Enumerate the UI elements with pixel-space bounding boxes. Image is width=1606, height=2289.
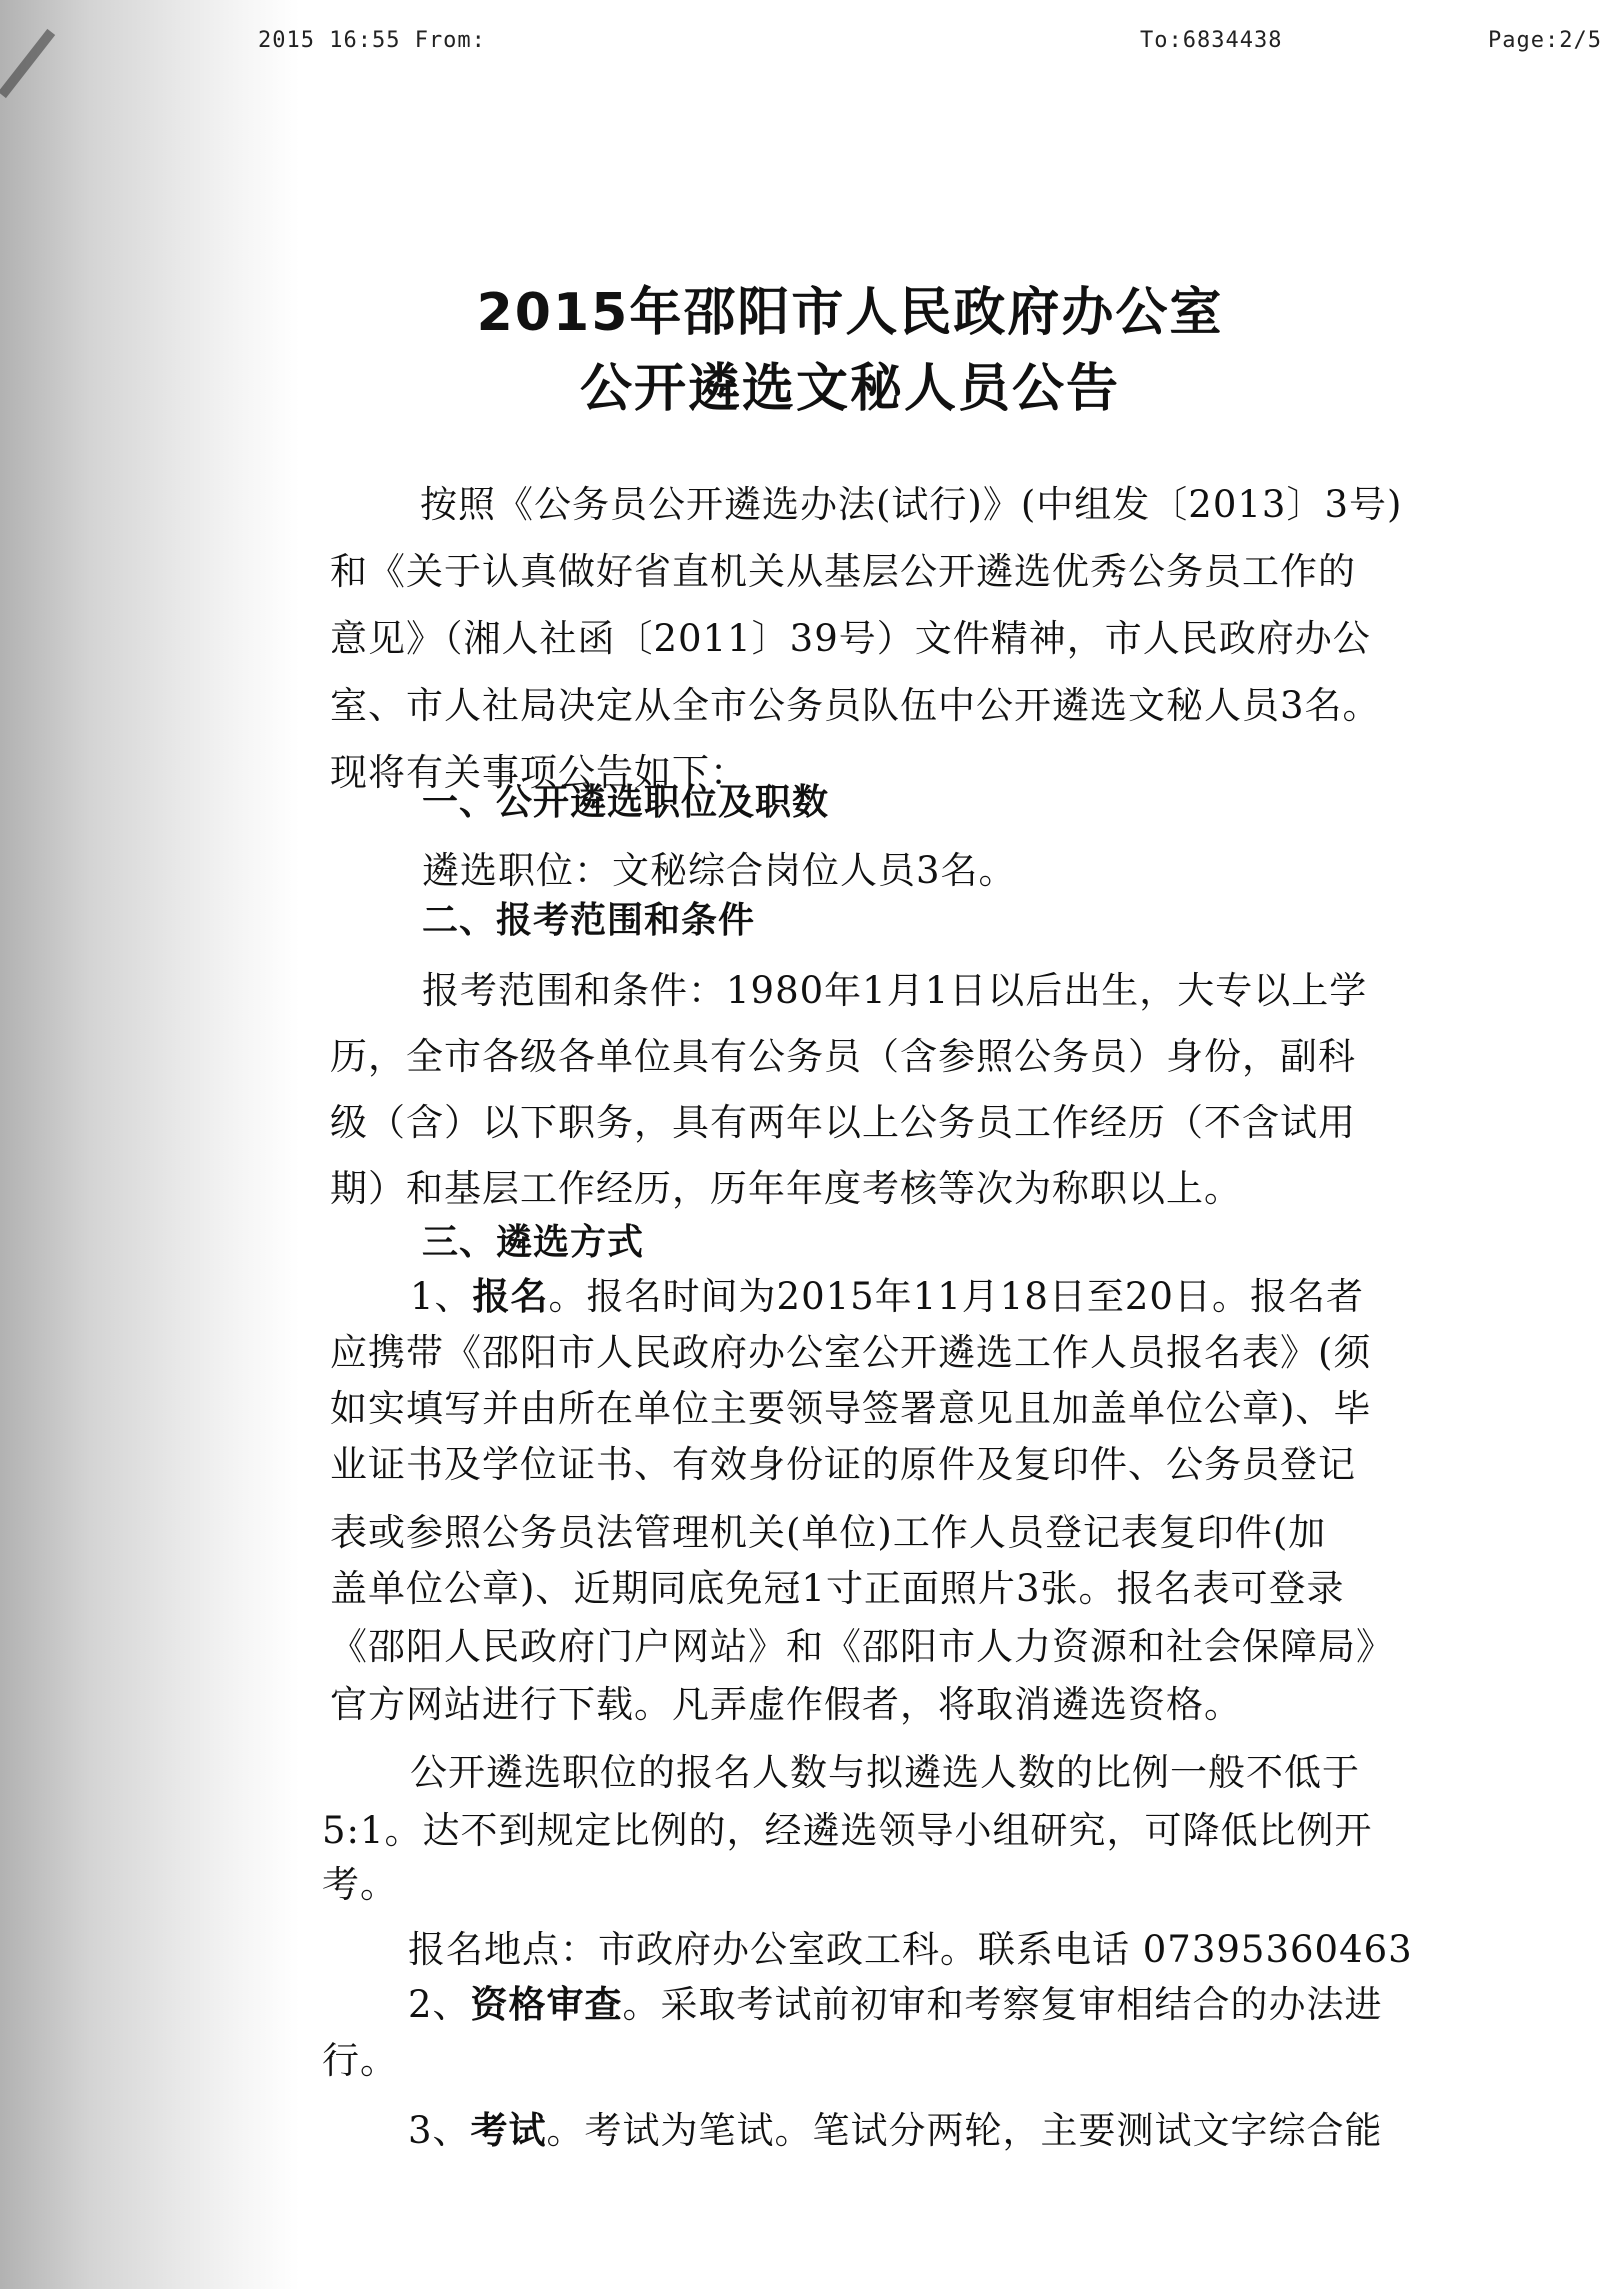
- scan-shadow: [0, 0, 300, 2289]
- section-heading-1: 一、公开遴选职位及职数: [422, 782, 830, 823]
- paragraph-line: 期）和基层工作经历，历年年度考核等次为称职以上。: [330, 1167, 1242, 1210]
- item-keyword: 报名: [472, 1275, 549, 1318]
- item-text: 。报名时间为2015年11月18日至20日。报名者: [548, 1275, 1364, 1318]
- item-keyword: 考试: [470, 2109, 547, 2152]
- paragraph-line: 表或参照公务员法管理机关(单位)工作人员登记表复印件(加: [330, 1511, 1327, 1554]
- item-text: 。考试为笔试。笔试分两轮，主要测试文字综合能: [546, 2109, 1383, 2152]
- paragraph-line: 如实填写并由所在单位主要领导签署意见且加盖单位公章)、毕: [330, 1387, 1372, 1430]
- paragraph-line: 报考范围和条件：1980年1月1日以后出生，大专以上学: [422, 969, 1368, 1012]
- paragraph-line: 业证书及学位证书、有效身份证的原件及复印件、公务员登记: [330, 1443, 1356, 1486]
- item-number: 1、: [410, 1275, 473, 1318]
- paragraph-line: 行。: [322, 2039, 398, 2082]
- paragraph-line: 室、市人社局决定从全市公务员队伍中公开遴选文秘人员3名。: [330, 684, 1381, 727]
- paragraph-line: 应携带《邵阳市人民政府办公室公开遴选工作人员报名表》(须: [330, 1331, 1372, 1374]
- item-number: 2、: [408, 1983, 471, 2026]
- section-heading-3: 三、遴选方式: [422, 1222, 645, 1263]
- paragraph-line: 盖单位公章)、近期同底免冠1寸正面照片3张。报名表可登录: [330, 1567, 1345, 1610]
- paragraph-line-qualification: [408, 1980, 1588, 2030]
- paragraph-line: 考。: [322, 1863, 398, 1906]
- paragraph-line: 历，全市各级各单位具有公务员（含参照公务员）身份，副科: [330, 1035, 1356, 1078]
- document-title-line1: 2015年邵阳市人民政府办公室: [476, 283, 1224, 343]
- paragraph-line: 遴选职位：文秘综合岗位人员3名。: [422, 849, 1017, 892]
- paragraph-line: 和《关于认真做好省直机关从基层公开遴选优秀公务员工作的: [330, 550, 1356, 593]
- item-text: 。采取考试前初审和考察复审相结合的办法进: [622, 1983, 1383, 2026]
- paragraph-line: 现将有关事项公告如下：: [330, 751, 748, 794]
- item-keyword: 资格审查: [470, 1983, 623, 2026]
- paragraph-line: 5:1。达不到规定比例的，经遴选领导小组研究，可降低比例开: [322, 1809, 1373, 1852]
- section-heading-2: 二、报考范围和条件: [422, 900, 756, 941]
- document-title-line2: 公开遴选文秘人员公告: [579, 359, 1120, 419]
- fax-header-to: To:6834438: [1140, 28, 1283, 53]
- paragraph-line: 官方网站进行下载。凡弄虚作假者，将取消遴选资格。: [330, 1683, 1242, 1726]
- fax-header-time: 2015 16:55 From:: [258, 28, 486, 53]
- paragraph-line: 《邵阳人民政府门户网站》和《邵阳市人力资源和社会保障局》: [330, 1625, 1394, 1668]
- paragraph-line: 意见》（湘人社函〔2011〕39号）文件精神，市人民政府办公: [330, 617, 1371, 660]
- paragraph-line-exam: [408, 2106, 1588, 2156]
- paragraph-line: 公开遴选职位的报名人数与拟遴选人数的比例一般不低于: [410, 1751, 1360, 1794]
- paragraph-line: 按照《公务员公开遴选办法(试行)》(中组发〔2013〕3号): [420, 483, 1403, 526]
- paragraph-line-registration: [410, 1272, 1590, 1322]
- paragraph-line-contact: 报名地点：市政府办公室政工科。联系电话 07395360463: [408, 1928, 1413, 1971]
- fax-header-page: Page:2/5: [1488, 28, 1602, 53]
- paragraph-line: 级（含）以下职务，具有两年以上公务员工作经历（不含试用: [330, 1101, 1356, 1144]
- item-number: 3、: [408, 2109, 471, 2152]
